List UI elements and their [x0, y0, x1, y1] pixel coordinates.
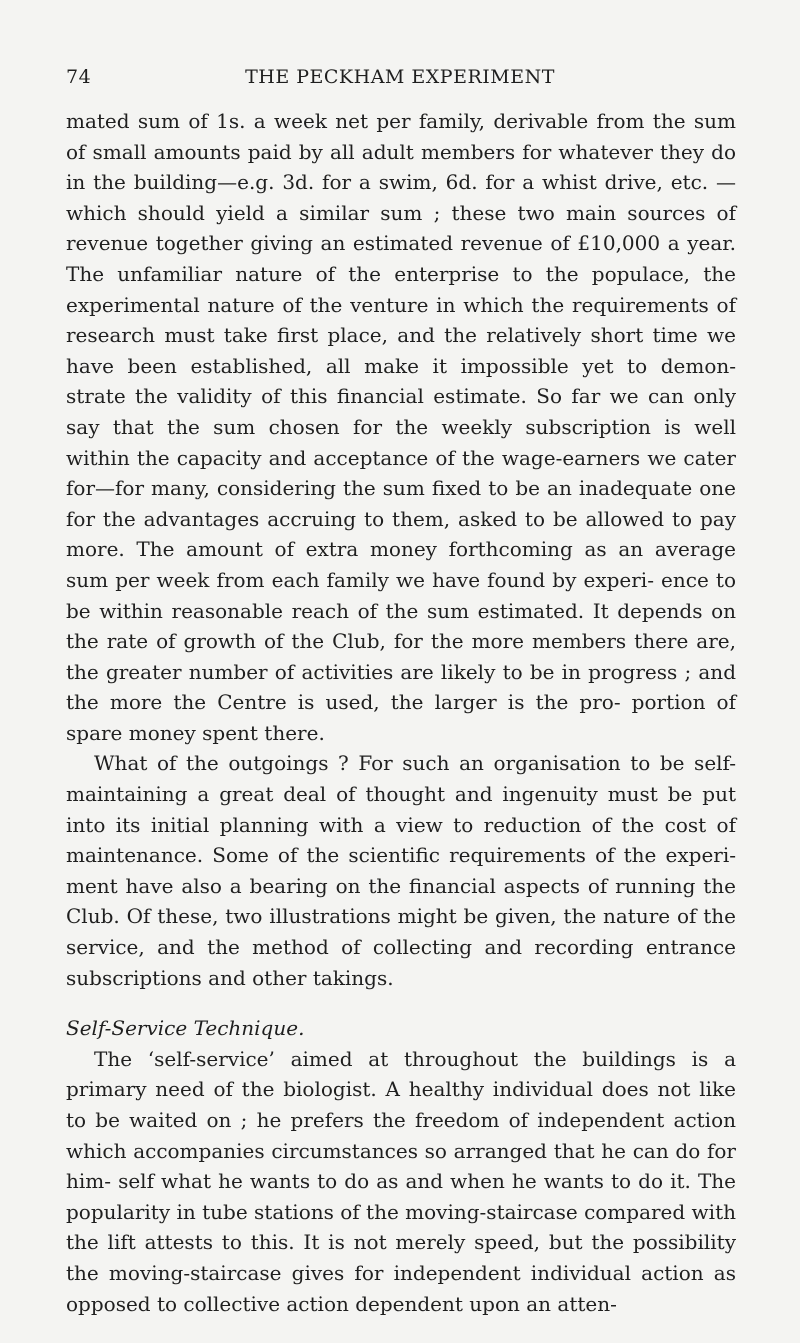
paragraph-financial-estimate: mated sum of 1s. a week net per family, derivable from the sum of small amounts paid by all adult members for whatever they do in the building—e.g. 3d. for a swim, 6d. for a whist drive, etc. —which should yield a similar sum ; these two main sources of revenue together giving an estimated revenue of £10,000 a year. The unfamiliar nature of the enterprise to the populace, the experimental nature of the venture in which the requirements of research must take first place, and the relatively short time we have been established, all make it impossible yet to demon- strate the validity of this financial estimate. So far we can only say that the sum chosen for the weekly subscription is well within the capacity and acceptance of the wage-earners we cater for—for many, considering the sum fixed to be an inadequate one for the advantages accruing to them, asked to be allowed to pay more. The amount of extra money forthcoming as an average sum per week from each family we have found by experi- ence to be within reasonable reach of the sum estimated. It depends on the rate of growth of the Club, for the more members there are, the greater number of activities are likely to be in progress ; and the more the Centre is used, the larger is the pro- portion of spare money spent there.: [66, 109, 736, 745]
paragraph-outgoings: What of the outgoings ? For such an organisation to be self- maintaining a great deal of thought and ingenuity must be put into its initial planning with a view to reduction of the cost of maintenance. Some of the scientific requirements of the experi- ment have also a bearing on the financial aspects of running the Club. Of these, two illustrations might be given, the nature of the service, and the method of collecting and recording entrance subscriptions and other takings.: [66, 751, 736, 990]
body-text: [66, 106, 736, 1319]
section-heading: Self-Service Technique.: [66, 1016, 305, 1041]
page-number: 74: [66, 66, 92, 88]
paragraph-self-service: The ‘self-service’ aimed at throughout the buildings is a primary need of the biologist. A healthy individual does not like to be waited on ; he prefers the freedom of independent action which accompanies circumstances so arranged that he can do for him- self what he wants to do as and when he wants to do it. The popularity in tube stations of the moving-staircase compared with the lift attests to this. It is not merely speed, but the possibility the moving-staircase gives for independent individual action as opposed to collective action dependent upon an atten-: [66, 1046, 736, 1316]
running-head: [66, 66, 734, 92]
running-title: THE PECKHAM EXPERIMENT: [245, 66, 555, 88]
